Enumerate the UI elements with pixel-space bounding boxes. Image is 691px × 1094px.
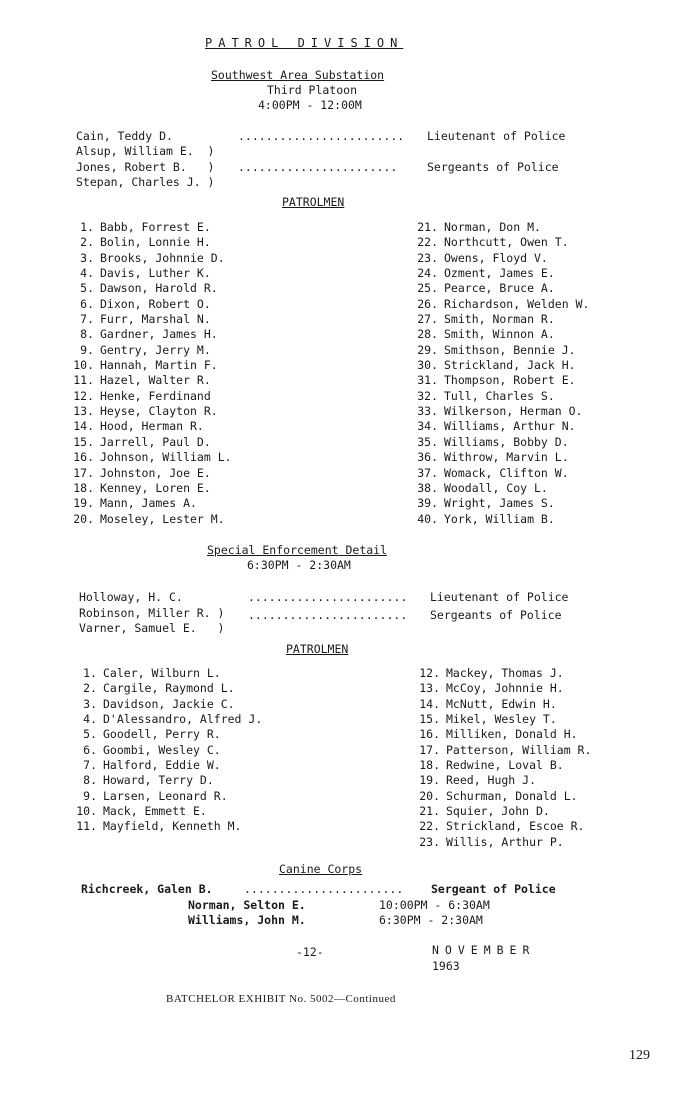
patrolman-name: Larsen, Leonard R. <box>103 788 228 803</box>
patrolman-name: Caler, Wilburn L. <box>103 666 221 680</box>
leader-dots: ....................... <box>244 882 404 896</box>
sed-patrolmen-heading: PATROLMEN <box>286 642 349 656</box>
patrolman-name: Strickland, Jack H. <box>444 358 576 373</box>
patrolman-name: Mack, Emmett E. <box>103 804 207 819</box>
list-item <box>414 496 589 511</box>
patrolman-name: Gardner, James H. <box>100 327 218 342</box>
patrolman-name: Mann, James A. <box>100 496 197 511</box>
leader-dots: ....................... <box>238 160 398 174</box>
patrolman-name: Thompson, Robert E. <box>444 373 576 388</box>
patrolman-name: Squier, John D. <box>446 804 550 819</box>
list-item <box>70 373 232 388</box>
page-number: 129 <box>629 1048 650 1063</box>
list-item <box>70 251 232 266</box>
item-number: 35. <box>417 434 438 449</box>
list-item <box>70 297 232 312</box>
list-item <box>416 819 591 834</box>
patrolman-name: Halford, Eddie W. <box>103 758 221 773</box>
patrolman-name: Johnson, William L. <box>100 450 232 465</box>
item-number: 11. <box>76 819 97 834</box>
item-number: 21. <box>419 804 440 819</box>
list-item <box>416 666 591 681</box>
item-number: 20. <box>419 788 440 803</box>
list-item <box>416 743 591 758</box>
footer-year: 1963 <box>432 959 460 973</box>
list-item <box>73 697 262 712</box>
item-number: 15. <box>419 712 440 727</box>
list-item <box>73 727 262 742</box>
patrolman-name: Hazel, Walter R. <box>100 373 211 388</box>
list-item <box>414 327 589 342</box>
leader-dots: ........................ <box>238 129 405 143</box>
list-item <box>73 773 262 788</box>
patrolman-name: Howard, Terry D. <box>103 773 214 788</box>
canine-member: Williams, John M. <box>188 913 306 927</box>
patrolman-name: Mikel, Wesley T. <box>446 712 557 727</box>
item-number: 14. <box>419 696 440 711</box>
list-item <box>416 681 591 696</box>
item-number: 3. <box>80 250 94 265</box>
patrolman-name: Wright, James S. <box>444 496 555 511</box>
item-number: 9. <box>83 788 97 803</box>
officer-rank: Sergeants of Police <box>427 160 559 174</box>
list-item <box>416 804 591 819</box>
patrolman-name: Cargile, Raymond L. <box>103 681 235 696</box>
patrolman-name: Hood, Herman R. <box>100 419 204 434</box>
item-number: 10. <box>76 804 97 819</box>
item-number: 30. <box>417 358 438 373</box>
patrolman-name: Dawson, Harold R. <box>100 281 218 296</box>
patrolman-name: Dixon, Robert O. <box>100 296 211 311</box>
item-number: 18. <box>419 758 440 773</box>
list-item <box>70 266 232 281</box>
item-number: 1. <box>80 220 94 234</box>
item-number: 6. <box>80 296 94 311</box>
canine-hours: 10:00PM - 6:30AM <box>379 898 490 912</box>
list-item <box>414 343 589 358</box>
patrolman-name: Hannah, Martin F. <box>100 358 218 373</box>
item-number: 17. <box>73 465 94 480</box>
patrolman-name: Williams, Arthur N. <box>444 419 576 434</box>
patrolman-name: Goodell, Perry R. <box>103 727 221 742</box>
item-number: 29. <box>417 342 438 357</box>
item-number: 38. <box>417 480 438 495</box>
patrolman-name: Withrow, Marvin L. <box>444 450 569 465</box>
list-item <box>414 419 589 434</box>
list-item <box>73 758 262 773</box>
list-item <box>73 789 262 804</box>
list-item <box>416 773 591 788</box>
patrolman-name: Johnston, Joe E. <box>100 465 211 480</box>
list-item <box>414 312 589 327</box>
list-item <box>414 297 589 312</box>
item-number: 15. <box>73 434 94 449</box>
item-number: 5. <box>83 727 97 742</box>
list-item <box>414 389 589 404</box>
list-item <box>70 312 232 327</box>
exhibit-caption: BATCHELOR EXHIBIT No. 5002—Continued <box>166 993 396 1005</box>
sed-patrolmen-list-left <box>73 666 262 835</box>
patrolman-name: Furr, Marshal N. <box>100 312 211 327</box>
list-item <box>416 835 591 850</box>
item-number: 22. <box>419 819 440 834</box>
list-item <box>414 435 589 450</box>
page-title: PATROL DIVISION <box>205 36 404 50</box>
list-item <box>416 789 591 804</box>
list-item <box>70 404 232 419</box>
list-item <box>414 481 589 496</box>
item-number: 16. <box>73 450 94 465</box>
list-item <box>70 235 232 250</box>
substation-title: Southwest Area Substation <box>211 68 385 82</box>
officer-name: Alsup, William E. ) <box>76 144 215 158</box>
officer-name: Cain, Teddy D. <box>76 129 173 143</box>
officer-rank: Lieutenant of Police <box>427 129 566 143</box>
patrolman-name: Williams, Bobby D. <box>444 434 569 449</box>
officer-name: Jones, Robert B. ) <box>76 160 215 174</box>
page-label: -12- <box>296 945 324 959</box>
patrolman-name: Smith, Norman R. <box>444 312 555 327</box>
item-number: 23. <box>417 250 438 265</box>
list-item <box>414 220 589 235</box>
item-number: 14. <box>73 419 94 434</box>
item-number: 37. <box>417 465 438 480</box>
list-item <box>414 450 589 465</box>
officer-name: Varner, Samuel E. ) <box>79 621 225 635</box>
list-item <box>70 466 232 481</box>
list-item <box>70 419 232 434</box>
item-number: 27. <box>417 312 438 327</box>
patrolman-name: Owens, Floyd V. <box>444 250 548 265</box>
patrolman-name: Reed, Hugh J. <box>446 773 537 788</box>
officer-name: Holloway, H. C. <box>79 590 183 604</box>
item-number: 8. <box>83 773 97 788</box>
item-number: 8. <box>80 327 94 342</box>
list-item <box>70 450 232 465</box>
item-number: 34. <box>417 419 438 434</box>
item-number: 2. <box>80 235 94 250</box>
item-number: 3. <box>83 696 97 711</box>
item-number: 7. <box>83 758 97 773</box>
item-number: 40. <box>417 511 438 526</box>
list-item <box>70 435 232 450</box>
item-number: 12. <box>419 666 440 680</box>
item-number: 6. <box>83 742 97 757</box>
list-item <box>414 235 589 250</box>
patrolman-name: Henke, Ferdinand <box>100 388 211 403</box>
list-item <box>73 666 262 681</box>
list-item <box>73 819 262 834</box>
item-number: 19. <box>419 773 440 788</box>
item-number: 33. <box>417 404 438 419</box>
canine-hours: 6:30PM - 2:30AM <box>379 913 483 927</box>
list-item <box>70 281 232 296</box>
item-number: 11. <box>73 373 94 388</box>
patrolman-name: Jarrell, Paul D. <box>100 434 211 449</box>
item-number: 32. <box>417 388 438 403</box>
patrolman-name: Brooks, Johnnie D. <box>100 250 225 265</box>
list-item <box>414 512 589 527</box>
item-number: 31. <box>417 373 438 388</box>
patrolman-name: Kenney, Loren E. <box>100 480 211 495</box>
patrolman-name: McNutt, Edwin H. <box>446 696 557 711</box>
patrolman-name: Strickland, Escoe R. <box>446 819 585 834</box>
canine-title: Canine Corps <box>279 862 363 876</box>
footer-month: NOVEMBER <box>432 943 536 957</box>
patrolmen-heading: PATROLMEN <box>282 195 345 209</box>
patrolman-name: Norman, Don M. <box>444 220 541 234</box>
item-number: 28. <box>417 327 438 342</box>
item-number: 1. <box>83 666 97 680</box>
item-number: 7. <box>80 312 94 327</box>
list-item <box>416 727 591 742</box>
sed-title: Special Enforcement Detail <box>207 543 388 557</box>
canine-member: Norman, Selton E. <box>188 898 306 912</box>
item-number: 10. <box>73 358 94 373</box>
item-number: 21. <box>417 220 438 234</box>
list-item <box>414 281 589 296</box>
patrolman-name: Pearce, Bruce A. <box>444 281 555 296</box>
list-item <box>414 251 589 266</box>
patrolman-name: Tull, Charles S. <box>444 388 555 403</box>
list-item <box>70 389 232 404</box>
patrolman-name: Moseley, Lester M. <box>100 511 225 526</box>
patrolman-name: Wilkerson, Herman O. <box>444 404 583 419</box>
patrolman-name: Willis, Arthur P. <box>446 834 564 849</box>
item-number: 4. <box>80 266 94 281</box>
leader-dots: ....................... <box>248 590 408 604</box>
patrolman-name: Woodall, Coy L. <box>444 480 548 495</box>
list-item <box>414 358 589 373</box>
item-number: 12. <box>73 388 94 403</box>
patrolman-name: D'Alessandro, Alfred J. <box>103 712 263 727</box>
item-number: 19. <box>73 496 94 511</box>
list-item <box>414 373 589 388</box>
officer-rank: Sergeants of Police <box>430 608 562 622</box>
item-number: 25. <box>417 281 438 296</box>
list-item <box>70 358 232 373</box>
patrolman-name: Ozment, James E. <box>444 266 555 281</box>
item-number: 39. <box>417 496 438 511</box>
list-item <box>70 327 232 342</box>
list-item <box>70 220 232 235</box>
patrolmen-list-right <box>414 220 589 527</box>
patrolman-name: Patterson, William R. <box>446 742 592 757</box>
item-number: 16. <box>419 727 440 742</box>
list-item <box>414 466 589 481</box>
list-item <box>70 481 232 496</box>
patrolman-name: Mayfield, Kenneth M. <box>103 819 242 834</box>
item-number: 26. <box>417 296 438 311</box>
item-number: 24. <box>417 266 438 281</box>
item-number: 22. <box>417 235 438 250</box>
list-item <box>416 712 591 727</box>
item-number: 13. <box>73 404 94 419</box>
patrolman-name: Davis, Luther K. <box>100 266 211 281</box>
patrolman-name: Smithson, Bennie J. <box>444 342 576 357</box>
patrolman-name: Schurman, Donald L. <box>446 788 578 803</box>
item-number: 5. <box>80 281 94 296</box>
list-item <box>70 343 232 358</box>
item-number: 17. <box>419 742 440 757</box>
leader-dots: ....................... <box>248 608 408 622</box>
officer-name: Robinson, Miller R. ) <box>79 606 225 620</box>
list-item <box>73 743 262 758</box>
patrolman-name: Richardson, Welden W. <box>444 296 590 311</box>
patrolman-name: Babb, Forrest E. <box>100 220 211 234</box>
patrolman-name: Womack, Clifton W. <box>444 465 569 480</box>
patrolman-name: Goombi, Wesley C. <box>103 742 221 757</box>
list-item <box>70 496 232 511</box>
patrolman-name: Smith, Winnon A. <box>444 327 555 342</box>
patrolman-name: Milliken, Donald H. <box>446 727 578 742</box>
patrolman-name: Gentry, Jerry M. <box>100 342 211 357</box>
patrolman-name: Heyse, Clayton R. <box>100 404 218 419</box>
item-number: 13. <box>419 681 440 696</box>
sed-hours: 6:30PM - 2:30AM <box>247 558 351 572</box>
list-item <box>414 266 589 281</box>
patrolman-name: Mackey, Thomas J. <box>446 666 564 680</box>
item-number: 4. <box>83 712 97 727</box>
platoon-title: Third Platoon <box>267 83 358 97</box>
list-item <box>73 804 262 819</box>
item-number: 18. <box>73 480 94 495</box>
list-item <box>70 512 232 527</box>
patrolman-name: McCoy, Johnnie H. <box>446 681 564 696</box>
item-number: 2. <box>83 681 97 696</box>
item-number: 20. <box>73 511 94 526</box>
patrolman-name: Davidson, Jackie C. <box>103 696 235 711</box>
platoon-hours: 4:00PM - 12:00M <box>258 98 362 112</box>
item-number: 23. <box>419 834 440 849</box>
list-item <box>414 404 589 419</box>
canine-sergeant: Richcreek, Galen B. <box>81 882 213 896</box>
patrolman-name: Northcutt, Owen T. <box>444 235 569 250</box>
canine-rank: Sergeant of Police <box>431 882 556 896</box>
list-item <box>73 681 262 696</box>
item-number: 9. <box>80 342 94 357</box>
officer-rank: Lieutenant of Police <box>430 590 569 604</box>
item-number: 36. <box>417 450 438 465</box>
patrolman-name: York, William B. <box>444 511 555 526</box>
list-item <box>416 758 591 773</box>
officer-name: Stepan, Charles J. ) <box>76 175 215 189</box>
list-item <box>73 712 262 727</box>
sed-patrolmen-list-right <box>416 666 591 850</box>
list-item <box>416 697 591 712</box>
patrolmen-list-left <box>70 220 232 527</box>
patrolman-name: Redwine, Loval B. <box>446 758 564 773</box>
patrolman-name: Bolin, Lonnie H. <box>100 235 211 250</box>
